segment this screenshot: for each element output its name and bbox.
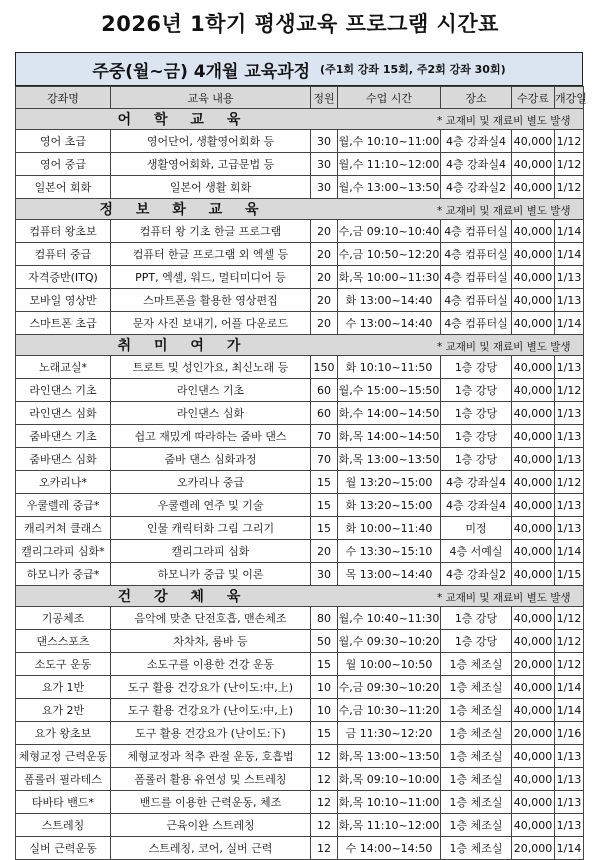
table-row [16, 745, 584, 768]
content-cell: 라인댄스 심화 [111, 402, 311, 425]
table-row [16, 379, 584, 402]
table-row [16, 312, 584, 335]
start-date-cell: 1/12 [555, 607, 584, 630]
start-date-cell: 1/15 [555, 563, 584, 586]
section-note: * 교재비 및 재료비 별도 발생 [436, 115, 571, 127]
capacity-cell: 60 [311, 379, 338, 402]
place-cell: 1층 체조실 [441, 814, 512, 837]
place-cell: 4층 컴퓨터실 [441, 289, 512, 312]
section-note: * 교재비 및 재료비 별도 발생 [436, 205, 571, 217]
fee-cell: 40,000 [512, 471, 555, 494]
capacity-cell: 15 [311, 722, 338, 745]
content-cell: 스마트폰을 활용한 영상편집 [111, 289, 311, 312]
capacity-cell: 12 [311, 791, 338, 814]
fee-cell: 40,000 [512, 540, 555, 563]
header-course-name: 강좌명 [16, 87, 111, 109]
start-date-cell: 1/13 [555, 814, 584, 837]
content-cell: 오카리나 중급 [111, 471, 311, 494]
course-name-cell: 모바일 영상반 [16, 289, 111, 312]
place-cell: 4층 강좌실4 [441, 130, 512, 153]
section-row [16, 586, 584, 607]
table-row [16, 220, 584, 243]
start-date-cell: 1/13 [555, 791, 584, 814]
fee-cell: 40,000 [512, 176, 555, 199]
course-name-cell: 우쿨렐레 중급* [16, 494, 111, 517]
header-content: 교육 내용 [111, 87, 311, 109]
start-date-cell: 1/14 [555, 837, 584, 860]
time-cell: 화 10:10~11:50 [338, 356, 441, 379]
place-cell: 4층 강좌실4 [441, 471, 512, 494]
fee-cell: 40,000 [512, 563, 555, 586]
content-cell: 하모니카 중급 및 이론 [111, 563, 311, 586]
place-cell: 1층 강당 [441, 630, 512, 653]
course-name-cell: 줌바댄스 심화 [16, 448, 111, 471]
start-date-cell: 1/13 [555, 402, 584, 425]
time-cell: 월,수 15:00~15:50 [338, 379, 441, 402]
fee-cell: 40,000 [512, 768, 555, 791]
capacity-cell: 20 [311, 540, 338, 563]
section-row [16, 199, 584, 220]
course-name-cell: 기공체조 [16, 607, 111, 630]
table-row [16, 517, 584, 540]
place-cell: 1층 강당 [441, 356, 512, 379]
section-cell [16, 586, 584, 607]
fee-cell: 40,000 [512, 814, 555, 837]
table-row [16, 402, 584, 425]
place-cell: 4층 강좌실2 [441, 563, 512, 586]
fee-cell: 40,000 [512, 607, 555, 630]
time-cell: 화,목 10:00~11:30 [338, 266, 441, 289]
capacity-cell: 20 [311, 312, 338, 335]
place-cell: 1층 체조실 [441, 768, 512, 791]
capacity-cell: 12 [311, 768, 338, 791]
start-date-cell: 1/12 [555, 130, 584, 153]
course-name-cell: 소도구 운동 [16, 653, 111, 676]
time-cell: 월 10:00~10:50 [338, 653, 441, 676]
start-date-cell: 1/12 [555, 630, 584, 653]
capacity-cell: 15 [311, 494, 338, 517]
course-name-cell: 캐리커쳐 클래스 [16, 517, 111, 540]
course-name-cell: 컴퓨터 중급 [16, 243, 111, 266]
content-cell: 소도구를 이용한 건강 운동 [111, 653, 311, 676]
start-date-cell: 1/13 [555, 768, 584, 791]
place-cell: 1층 체조실 [441, 676, 512, 699]
header-row [16, 87, 584, 109]
content-cell: 컴퓨터 왕 기초 한글 프로그램 [111, 220, 311, 243]
place-cell: 4층 강좌실4 [441, 153, 512, 176]
content-cell: 영어단어, 생활영어회화 등 [111, 130, 311, 153]
section-note: * 교재비 및 재료비 별도 발생 [436, 341, 571, 353]
start-date-cell: 1/13 [555, 356, 584, 379]
start-date-cell: 1/14 [555, 540, 584, 563]
capacity-cell: 20 [311, 289, 338, 312]
time-cell: 수,금 09:30~10:20 [338, 676, 441, 699]
banner-main: 주중(월~금) 4개월 교육과정 [92, 61, 311, 82]
place-cell: 1층 강당 [441, 379, 512, 402]
time-cell: 화 13:20~15:00 [338, 494, 441, 517]
content-cell: 줌바 댄스 심화과정 [111, 448, 311, 471]
table-row [16, 837, 584, 860]
capacity-cell: 15 [311, 471, 338, 494]
schedule-table [15, 86, 587, 860]
content-cell: 일본어 생활 회화 [111, 176, 311, 199]
fee-cell: 40,000 [512, 745, 555, 768]
fee-cell: 40,000 [512, 312, 555, 335]
time-cell: 수 14:00~14:50 [338, 837, 441, 860]
course-name-cell: 일본어 회화 [16, 176, 111, 199]
time-cell: 월 13:20~15:00 [338, 471, 441, 494]
capacity-cell: 70 [311, 448, 338, 471]
fee-cell: 40,000 [512, 425, 555, 448]
capacity-cell: 70 [311, 425, 338, 448]
table-row [16, 540, 584, 563]
table-row [16, 153, 584, 176]
table-row [16, 607, 584, 630]
place-cell: 4층 컴퓨터실 [441, 266, 512, 289]
fee-cell: 40,000 [512, 630, 555, 653]
content-cell: 트로트 및 성인가요, 최신노래 등 [111, 356, 311, 379]
start-date-cell: 1/13 [555, 745, 584, 768]
time-cell: 화 10:00~11:40 [338, 517, 441, 540]
time-cell: 화,목 09:10~10:00 [338, 768, 441, 791]
fee-cell: 40,000 [512, 130, 555, 153]
section-note: * 교재비 및 재료비 별도 발생 [436, 592, 571, 604]
start-date-cell: 1/16 [555, 722, 584, 745]
capacity-cell: 20 [311, 266, 338, 289]
header-fee: 수강료 [512, 87, 555, 109]
time-cell: 수 13:30~15:10 [338, 540, 441, 563]
table-row [16, 425, 584, 448]
course-name-cell: 댄스스포츠 [16, 630, 111, 653]
fee-cell: 40,000 [512, 791, 555, 814]
start-date-cell: 1/12 [555, 176, 584, 199]
section-title: 어 학 교 육 [117, 112, 250, 128]
fee-cell: 40,000 [512, 676, 555, 699]
course-name-cell: 줌바댄스 기초 [16, 425, 111, 448]
fee-cell: 40,000 [512, 699, 555, 722]
fee-cell: 40,000 [512, 517, 555, 540]
fee-cell: 20,000 [512, 653, 555, 676]
page-title: 2026년 1학기 평생교육 프로그램 시간표 [101, 12, 499, 36]
course-name-cell: 요가 왕초보 [16, 722, 111, 745]
time-cell: 월,수 10:40~11:30 [338, 607, 441, 630]
course-name-cell: 자격증반(ITQ) [16, 266, 111, 289]
content-cell: 도구 활용 건강요가 (난이도:下) [111, 722, 311, 745]
section-row [16, 335, 584, 356]
capacity-cell: 30 [311, 130, 338, 153]
course-name-cell: 노래교실* [16, 356, 111, 379]
place-cell: 1층 체조실 [441, 653, 512, 676]
capacity-cell: 30 [311, 563, 338, 586]
time-cell: 화,목 14:00~14:50 [338, 425, 441, 448]
section-row [16, 109, 584, 130]
time-cell: 수,금 10:30~11:20 [338, 699, 441, 722]
place-cell: 4층 강좌실2 [441, 176, 512, 199]
time-cell: 화,목 13:00~13:50 [338, 448, 441, 471]
capacity-cell: 20 [311, 243, 338, 266]
time-cell: 수,금 09:10~10:40 [338, 220, 441, 243]
capacity-cell: 20 [311, 220, 338, 243]
content-cell: 스트레칭, 코어, 실버 근력 [111, 837, 311, 860]
start-date-cell: 1/13 [555, 494, 584, 517]
time-cell: 화,수 14:00~14:50 [338, 402, 441, 425]
content-cell: 쉽고 재밌게 따라하는 줌바 댄스 [111, 425, 311, 448]
table-row [16, 289, 584, 312]
place-cell: 1층 강당 [441, 402, 512, 425]
fee-cell: 20,000 [512, 837, 555, 860]
fee-cell: 40,000 [512, 448, 555, 471]
table-row [16, 176, 584, 199]
content-cell: 우쿨렐레 연주 및 기술 [111, 494, 311, 517]
content-cell: 폼롤러 활용 유연성 및 스트레칭 [111, 768, 311, 791]
content-cell: 문자 사진 보내기, 어플 다운로드 [111, 312, 311, 335]
table-row [16, 630, 584, 653]
course-name-cell: 체형교정 근력운동 [16, 745, 111, 768]
content-cell: PPT, 엑셀, 워드, 멀티미디어 등 [111, 266, 311, 289]
place-cell: 1층 체조실 [441, 791, 512, 814]
section-title: 건 강 체 육 [117, 589, 250, 605]
content-cell: 생활영어회화, 고급문법 등 [111, 153, 311, 176]
section-cell [16, 335, 584, 356]
course-name-cell: 스마트폰 초급 [16, 312, 111, 335]
content-cell: 밴드를 이용한 근력운동, 체조 [111, 791, 311, 814]
time-cell: 화,목 13:00~13:50 [338, 745, 441, 768]
content-cell: 근육이완 스트레칭 [111, 814, 311, 837]
start-date-cell: 1/13 [555, 448, 584, 471]
banner-sub: (주1회 강좌 15회, 주2회 강좌 30회) [320, 63, 506, 76]
content-cell: 컴퓨터 한글 프로그램 외 엑셀 등 [111, 243, 311, 266]
content-cell: 도구 활용 건강요가 (난이도:中,上) [111, 699, 311, 722]
fee-cell: 40,000 [512, 402, 555, 425]
time-cell: 월,수 11:10~12:00 [338, 153, 441, 176]
table-row [16, 266, 584, 289]
time-cell: 화 13:00~14:40 [338, 289, 441, 312]
table-row [16, 494, 584, 517]
start-date-cell: 1/14 [555, 220, 584, 243]
capacity-cell: 12 [311, 814, 338, 837]
start-date-cell: 1/14 [555, 243, 584, 266]
header-time: 수업 시간 [338, 87, 441, 109]
place-cell: 4층 컴퓨터실 [441, 243, 512, 266]
course-name-cell: 라인댄스 심화 [16, 402, 111, 425]
time-cell: 수,금 10:50~12:20 [338, 243, 441, 266]
table-row [16, 722, 584, 745]
capacity-cell: 10 [311, 699, 338, 722]
fee-cell: 40,000 [512, 243, 555, 266]
header-start-date: 개강일 [555, 87, 584, 109]
place-cell: 1층 체조실 [441, 699, 512, 722]
start-date-cell: 1/12 [555, 379, 584, 402]
time-cell: 수 13:00~14:40 [338, 312, 441, 335]
course-name-cell: 타바타 밴드* [16, 791, 111, 814]
section-cell [16, 109, 584, 130]
start-date-cell: 1/14 [555, 312, 584, 335]
table-row [16, 243, 584, 266]
table-row [16, 676, 584, 699]
section-title: 취 미 여 가 [117, 338, 250, 354]
time-cell: 화,목 10:10~11:00 [338, 791, 441, 814]
table-row [16, 356, 584, 379]
place-cell: 4층 강좌실4 [441, 494, 512, 517]
time-cell: 월,수 10:10~11:00 [338, 130, 441, 153]
table-row [16, 814, 584, 837]
capacity-cell: 15 [311, 653, 338, 676]
place-cell: 1층 강당 [441, 607, 512, 630]
table-row [16, 768, 584, 791]
fee-cell: 40,000 [512, 289, 555, 312]
table-row [16, 448, 584, 471]
fee-cell: 40,000 [512, 356, 555, 379]
course-banner [15, 52, 583, 86]
place-cell: 1층 강당 [441, 425, 512, 448]
header-capacity: 정원 [311, 87, 338, 109]
capacity-cell: 60 [311, 402, 338, 425]
content-cell: 체형교정과 척추 관절 운동, 호흡법 [111, 745, 311, 768]
content-cell: 음악에 맞춘 단전호흡, 맨손체조 [111, 607, 311, 630]
course-name-cell: 실버 근력운동 [16, 837, 111, 860]
start-date-cell: 1/13 [555, 517, 584, 540]
place-cell: 1층 체조실 [441, 837, 512, 860]
content-cell: 차차차, 룸바 등 [111, 630, 311, 653]
course-name-cell: 폼롤러 필라테스 [16, 768, 111, 791]
course-name-cell: 컴퓨터 왕초보 [16, 220, 111, 243]
capacity-cell: 50 [311, 630, 338, 653]
place-cell: 미정 [441, 517, 512, 540]
start-date-cell: 1/13 [555, 289, 584, 312]
course-name-cell: 라인댄스 기초 [16, 379, 111, 402]
content-cell: 인물 캐릭터화 그림 그리기 [111, 517, 311, 540]
place-cell: 4층 컴퓨터실 [441, 312, 512, 335]
header-place: 장소 [441, 87, 512, 109]
course-name-cell: 오카리나* [16, 471, 111, 494]
fee-cell: 40,000 [512, 379, 555, 402]
time-cell: 화,목 11:10~12:00 [338, 814, 441, 837]
schedule-body [16, 109, 584, 860]
table-row [16, 791, 584, 814]
table-row [16, 563, 584, 586]
content-cell: 캘리그라피 심화 [111, 540, 311, 563]
place-cell: 4층 컴퓨터실 [441, 220, 512, 243]
capacity-cell: 150 [311, 356, 338, 379]
capacity-cell: 10 [311, 676, 338, 699]
start-date-cell: 1/14 [555, 699, 584, 722]
course-name-cell: 영어 중급 [16, 153, 111, 176]
fee-cell: 40,000 [512, 153, 555, 176]
capacity-cell: 15 [311, 517, 338, 540]
course-name-cell: 요가 2반 [16, 699, 111, 722]
course-name-cell: 영어 초급 [16, 130, 111, 153]
table-row [16, 653, 584, 676]
time-cell: 월,수 09:30~10:20 [338, 630, 441, 653]
capacity-cell: 30 [311, 176, 338, 199]
start-date-cell: 1/13 [555, 425, 584, 448]
table-row [16, 130, 584, 153]
fee-cell: 40,000 [512, 220, 555, 243]
time-cell: 금 11:30~12:20 [338, 722, 441, 745]
fee-cell: 40,000 [512, 494, 555, 517]
content-cell: 라인댄스 기초 [111, 379, 311, 402]
start-date-cell: 1/14 [555, 676, 584, 699]
table-row [16, 471, 584, 494]
fee-cell: 20,000 [512, 722, 555, 745]
table-row [16, 699, 584, 722]
capacity-cell: 12 [311, 837, 338, 860]
fee-cell: 40,000 [512, 266, 555, 289]
course-name-cell: 캘리그라피 심화* [16, 540, 111, 563]
capacity-cell: 80 [311, 607, 338, 630]
time-cell: 목 13:00~14:40 [338, 563, 441, 586]
start-date-cell: 1/12 [555, 471, 584, 494]
place-cell: 1층 체조실 [441, 745, 512, 768]
course-name-cell: 요가 1반 [16, 676, 111, 699]
capacity-cell: 30 [311, 153, 338, 176]
start-date-cell: 1/13 [555, 266, 584, 289]
start-date-cell: 1/12 [555, 653, 584, 676]
start-date-cell: 1/12 [555, 153, 584, 176]
course-name-cell: 하모니카 중급* [16, 563, 111, 586]
section-title: 정 보 화 교 육 [99, 202, 268, 218]
place-cell: 1층 체조실 [441, 722, 512, 745]
section-cell [16, 199, 584, 220]
place-cell: 4층 서예실 [441, 540, 512, 563]
course-name-cell: 스트레칭 [16, 814, 111, 837]
capacity-cell: 12 [311, 745, 338, 768]
place-cell: 1층 강당 [441, 448, 512, 471]
content-cell: 도구 활용 건강요가 (난이도:中,上) [111, 676, 311, 699]
time-cell: 월,수 13:00~13:50 [338, 176, 441, 199]
